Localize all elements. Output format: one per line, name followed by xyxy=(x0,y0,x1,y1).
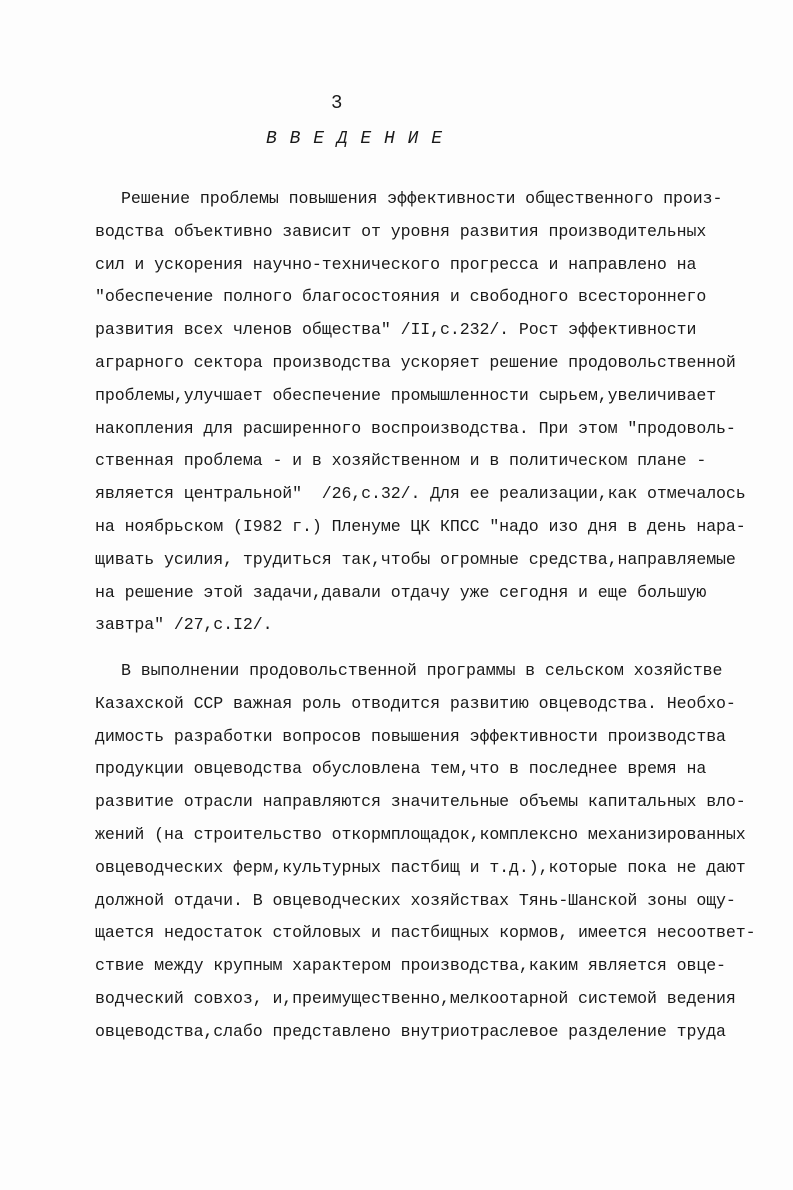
text-line: В выполнении продовольственной программы в сельском хозяйстве xyxy=(121,661,723,680)
text-line: ственная проблема - и в хозяйственном и в политическом плане - xyxy=(95,451,707,471)
text-line: Казахской ССР важная роль отводится развитию овцеводства. Необхо- xyxy=(95,693,736,713)
paragraph-1 xyxy=(95,183,755,642)
text-line: должной отдачи. В овцеводческих хозяйствах Тянь-Шанской зоны ощу- xyxy=(95,890,736,910)
text-line: овцеводства,слабо представлено внутриотраслевое разделение труда xyxy=(95,1021,726,1041)
text-line: проблемы,улучшает обеспечение промышленности сырьем,увеличивает xyxy=(95,385,717,405)
text-line: водства объективно зависит от уровня развития производительных xyxy=(95,221,707,241)
text-line: щается недостаток стойловых и пастбищных кормов, имеется несоответ- xyxy=(95,923,756,943)
text-line: жений (на строительство откормплощадок,комплексно механизированных xyxy=(95,824,746,844)
text-line: овцеводческих ферм,культурных пастбищ и т.д.),которые пока не дают xyxy=(95,857,746,877)
text-line: развитие отрасли направляются значительные объемы капитальных вло- xyxy=(95,792,746,812)
text-line: Решение проблемы повышения эффективности общественного произ- xyxy=(121,189,723,208)
text-line: ствие между крупным характером производства,каким является овце- xyxy=(95,956,726,976)
text-line: завтра" /27,с.I2/. xyxy=(95,615,273,635)
text-line: накопления для расширенного воспроизводства. При этом "продоволь- xyxy=(95,418,736,438)
page-number: 3 xyxy=(331,92,343,114)
text-line: развития всех членов общества" /II,с.232/. Рост эффективности xyxy=(95,320,697,340)
paragraph-2 xyxy=(95,655,755,1049)
text-line: на решение этой задачи,давали отдачу уже сегодня и еще большую xyxy=(95,582,707,602)
text-line: водческий совхоз, и,преимущественно,мелкоотарной системой ведения xyxy=(95,988,736,1008)
text-line: димость разработки вопросов повышения эффективности производства xyxy=(95,726,726,746)
text-line: сил и ускорения научно-технического прогресса и направлено на xyxy=(95,254,697,274)
section-heading: В В Е Д Е Н И Е xyxy=(266,129,444,149)
text-line: "обеспечение полного благосостояния и свободного всестороннего xyxy=(95,287,707,307)
text-line: аграрного сектора производства ускоряет решение продовольственной xyxy=(95,352,736,372)
text-line: является центральной" /26,с.32/. Для ее реализации,как отмечалось xyxy=(95,484,746,504)
text-line: продукции овцеводства обусловлена тем,что в последнее время на xyxy=(95,759,707,779)
text-line: на ноябрьском (I982 г.) Пленуме ЦК КПСС "надо изо дня в день нара- xyxy=(95,516,746,536)
text-line: щивать усилия, трудиться так,чтобы огромные средства,направляемые xyxy=(95,549,736,569)
